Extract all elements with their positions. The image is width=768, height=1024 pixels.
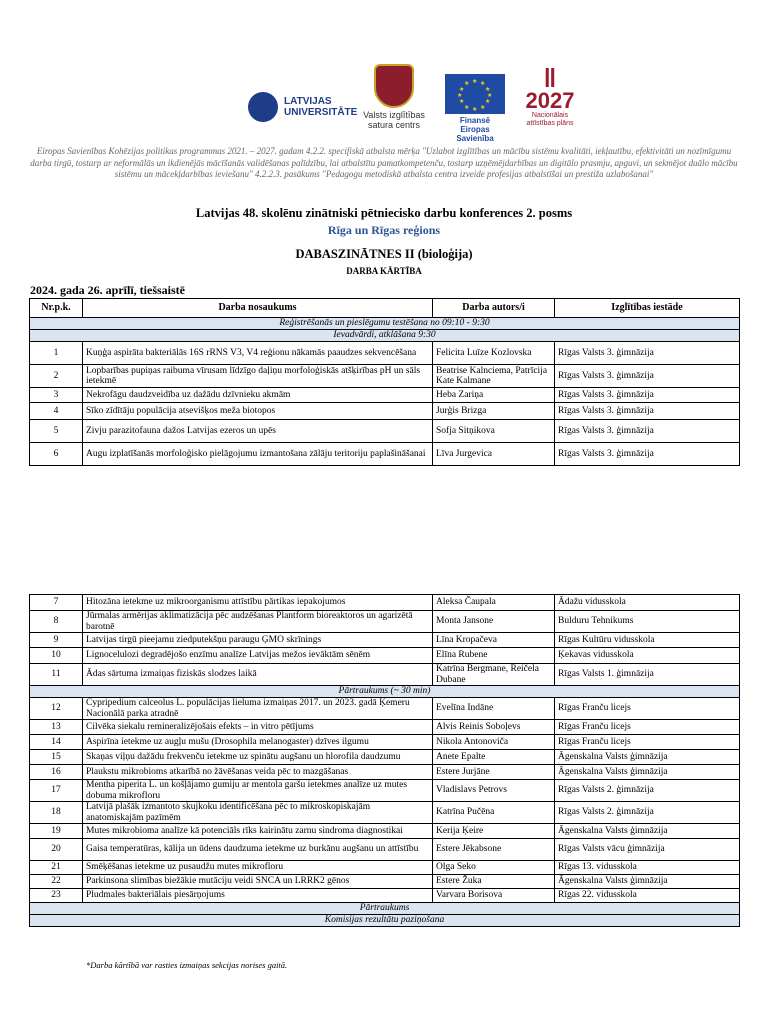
cell-nr: 13 <box>30 720 83 735</box>
cell-title: Nekrofāgu daudzveidība uz dažādu dzīvnieku akmām <box>83 388 433 403</box>
cell-title: Smēķēšanas ietekme uz pusaudžu mutes mikrofloru <box>83 861 433 875</box>
cell-title: Zivju parazitofauna dažos Latvijas ezeros un upēs <box>83 420 433 443</box>
cell-author: Estere Jēkabsone <box>433 839 555 861</box>
cell-title: Ādas sārtuma izmaiņas fiziskās slodzes laikā <box>83 664 433 686</box>
cell-nr: 23 <box>30 889 83 903</box>
cell-author: Katrīna Bergmane, Reičela Dubane <box>433 664 555 686</box>
cell-author: Elīna Rubene <box>433 648 555 664</box>
table-row <box>30 698 740 720</box>
cell-title: Cypripedium calceolus L. populācijas lieluma izmaiņas 2017. un 2023. gadā Ķemeru Nacionālā parka atradnē <box>83 698 433 720</box>
visc-logo: Valsts izglītības satura centrs <box>358 64 430 140</box>
cell-school: Āgenskalna Valsts ģimnāzija <box>555 750 740 765</box>
cell-nr: 17 <box>30 780 83 802</box>
cell-nr: 19 <box>30 824 83 839</box>
cell-title: Hitozāna ietekme uz mikroorganismu attīstību pārtikas iepakojumos <box>83 595 433 611</box>
cell-author: Jurģis Brizga <box>433 403 555 420</box>
cell-title: Plaukstu mikrobioms atkarībā no žāvēšanas veida pēc to mazgāšanas <box>83 765 433 780</box>
cell-title: Sīko zīdītāju populācija atsevišķos meža biotopos <box>83 403 433 420</box>
table-row <box>30 443 740 466</box>
latvijas-universitate-logo: LATVIJAS UNIVERSITĀTE <box>248 90 356 126</box>
cell-title: Skaņas viļņu dažādu frekvenču ietekme uz spinātu augšanu un hlorofila daudzumu <box>83 750 433 765</box>
cell-nr: 20 <box>30 839 83 861</box>
table-row <box>30 750 740 765</box>
cell-school: Rīgas Valsts 3. ģimnāzija <box>555 388 740 403</box>
cell-title: Parkinsona slimības biežākie mutāciju veidi SNCA un LRRK2 gēnos <box>83 875 433 889</box>
cell-title: Lignocelulozi degradējošo enzīmu analīze Latvijas mežos ievāktām sēnēm <box>83 648 433 664</box>
conference-title: Latvijas 48. skolēnu zinātniski pētnieciskо darbu konferences 2. posms <box>195 206 573 220</box>
logo-strip <box>0 60 768 143</box>
cell-school: Āgenskalna Valsts ģimnāzija <box>555 824 740 839</box>
cell-author: Heba Zariņa <box>433 388 555 403</box>
cell-school: Rīgas Valsts 2. ģimnāzija <box>555 780 740 802</box>
agenda-table-page1 <box>29 298 740 466</box>
cell-author: Estere Jurjāne <box>433 765 555 780</box>
funding-statement: Eiropas Savienības Kohēzijas politikas programmas 2021. – 2027. gadam 4.2.2. specifiskā atbalsta mērķa "Uzlabot izglītības un mācību sistēmu kvalitāti, iekļautību, efektivitāti un nozīmīgumu darba tirgū, tostarp ar neformālās un ikdienējās mācīšanās validēšanas palīdzību, lai atbalstītu pamatkompetenču, tostarp uzņēmējdarbības un digitālo prasmju, apguvi, un sekmējot duālo mācību sistēmu un mācekļdarbības ieviešanu" 4.2.2.3. pasākums "Pedagogu metodiskā atbalsta centra izveide profesijas atbalstīšai un prestiža uzlabošanai" <box>30 146 738 179</box>
cell-title: Kuņģa aspirāta bakteriālās 16S rRNS V3, V4 reģionu nākamās paaudzes sekvencēšana <box>83 342 433 365</box>
cell-author: Vladislavs Petrovs <box>433 780 555 802</box>
table-row <box>30 875 740 889</box>
cell-author: Sofja Sitņikova <box>433 420 555 443</box>
cell-school: Ādažu vidusskola <box>555 595 740 611</box>
agenda-title: DARBA KĀRTĪBA <box>346 266 422 276</box>
table-row <box>30 765 740 780</box>
eu-logo: ★ ★ ★ ★ ★ ★ ★ ★ ★ ★ ★ ★ Finansē Eiropas Savienība <box>444 74 506 140</box>
cell-title: Lopbarības pupiņas raibuma vīrusam līdzīgo daļiņu morfoloģiskās atšķirības pH un sāls ietekmē <box>83 365 433 388</box>
cell-author: Felicita Luīze Kozlovska <box>433 342 555 365</box>
cell-nr: 10 <box>30 648 83 664</box>
cell-author: Evelīna Indāne <box>433 698 555 720</box>
cell-school: Rīgas Valsts 1. ģimnāzija <box>555 664 740 686</box>
cell-title: Mentha piperita L. un košļājamo gumiju ar mentola garšu ietekmes analīze uz mutes dobuma mikrofloru <box>83 780 433 802</box>
table-row <box>30 664 740 686</box>
table-row <box>30 595 740 611</box>
cell-title: Mutes mikrobioma analīze kā potenciāls rīks kairinātu zarnu sindroma diagnostikai <box>83 824 433 839</box>
cell-school: Rīgas Valsts 3. ģimnāzija <box>555 342 740 365</box>
cell-author: Alvis Reinis Soboļevs <box>433 720 555 735</box>
cell-author: Varvara Borisova <box>433 889 555 903</box>
cell-nr: 11 <box>30 664 83 686</box>
cell-school: Rīgas 22. vidusskola <box>555 889 740 903</box>
table-row <box>30 403 740 420</box>
section-row-registration: Reģistrēšanās un pieslēgumu testēšana no 09:10 - 9:30 <box>30 318 740 330</box>
cell-author: Līna Kropačeva <box>433 633 555 648</box>
table-row <box>30 611 740 633</box>
col-header-title: Darba nosaukums <box>83 299 433 318</box>
cell-school: Rīgas Franču licejs <box>555 720 740 735</box>
cell-title: Gaisa temperatūras, kālija un ūdens daudzuma ietekme uz burkānu augšanu un attīstību <box>83 839 433 861</box>
cell-author: Katrīna Pučēna <box>433 802 555 824</box>
cell-nr: 2 <box>30 365 83 388</box>
cell-nr: 22 <box>30 875 83 889</box>
cell-school: Rīgas 13. vidusskola <box>555 861 740 875</box>
table-row <box>30 388 740 403</box>
agenda-table-page2 <box>29 594 740 927</box>
cell-author: Olga Seko <box>433 861 555 875</box>
cell-nr: 18 <box>30 802 83 824</box>
cell-author: Estere Žuka <box>433 875 555 889</box>
cell-title: Latvijā plašāk izmantoto skujkoku identificēšana pēc to mikroskopiskajām anatomiskajām pazīmēm <box>83 802 433 824</box>
cell-school: Rīgas Kultūru vidusskola <box>555 633 740 648</box>
nap-bars-icon: ‖ <box>543 63 557 93</box>
col-header-author: Darba autors/i <box>433 299 555 318</box>
cell-author: Anete Epalte <box>433 750 555 765</box>
cell-title: Augu izplatīšanās morfoloģisko pielāgojumu izmantošana zālāju teritoriju paplašināšanai <box>83 443 433 466</box>
table-row <box>30 365 740 388</box>
cell-school: Ķekavas vidusskola <box>555 648 740 664</box>
cell-school: Rīgas Franču licejs <box>555 698 740 720</box>
cell-nr: 16 <box>30 765 83 780</box>
table-row <box>30 889 740 903</box>
table-header-row <box>30 299 740 318</box>
table-row <box>30 648 740 664</box>
cell-school: Rīgas Valsts 3. ģimnāzija <box>555 403 740 420</box>
cell-nr: 3 <box>30 388 83 403</box>
latvia-coat-of-arms-icon <box>374 64 414 108</box>
cell-author: Līva Jurgevica <box>433 443 555 466</box>
col-header-school: Izglītības iestāde <box>555 299 740 318</box>
section-row-break2: Pārtraukums <box>30 903 740 915</box>
cell-nr: 14 <box>30 735 83 750</box>
cell-title: Cilvēka siekalu remineralizējošais efekts – in vitro pētījums <box>83 720 433 735</box>
cell-school: Rīgas Valsts 3. ģimnāzija <box>555 365 740 388</box>
cell-school: Āgenskalna Valsts ģimnāzija <box>555 875 740 889</box>
table-row <box>30 824 740 839</box>
section-row-results: Komisijas rezultātu paziņošana <box>30 915 740 927</box>
cell-school: Rīgas Valsts 3. ģimnāzija <box>555 443 740 466</box>
table-row <box>30 420 740 443</box>
table-row <box>30 735 740 750</box>
cell-title: Pludmales bakteriālais piesārņojums <box>83 889 433 903</box>
table-row <box>30 780 740 802</box>
nap-2027-logo: ‖ 2027 Nacionālais attīstības plāns <box>520 66 580 140</box>
cell-nr: 8 <box>30 611 83 633</box>
table-row <box>30 342 740 365</box>
cell-nr: 9 <box>30 633 83 648</box>
cell-nr: 1 <box>30 342 83 365</box>
footnote: *Darba kārtībā var rasties izmaiņas sekcijas norises gaitā. <box>86 960 288 970</box>
cell-school: Rīgas Franču licejs <box>555 735 740 750</box>
section-row-break1: Pārtraukums (~ 30 min) <box>30 686 740 698</box>
cell-nr: 21 <box>30 861 83 875</box>
cell-nr: 15 <box>30 750 83 765</box>
cell-school: Rīgas Valsts 2. ģimnāzija <box>555 802 740 824</box>
table-row <box>30 720 740 735</box>
table-row <box>30 861 740 875</box>
lu-emblem-icon <box>248 92 278 122</box>
col-header-nr: Nr.p.k. <box>30 299 83 318</box>
table-row <box>30 633 740 648</box>
cell-author: Aleksa Čaupala <box>433 595 555 611</box>
date-line: 2024. gada 26. aprīlī, tiešsaistē <box>30 283 185 297</box>
cell-nr: 6 <box>30 443 83 466</box>
cell-title: Jūrmalas armērijas aklimatizācija pēc audzēšanas Plantform bioreaktoros un agarizētā barotnē <box>83 611 433 633</box>
cell-nr: 5 <box>30 420 83 443</box>
cell-school: Rīgas Valsts 3. ģimnāzija <box>555 420 740 443</box>
cell-author: Beatrise Kalnciema, Patrīcija Kate Kalmane <box>433 365 555 388</box>
table-row <box>30 802 740 824</box>
cell-school: Bulduru Tehnikums <box>555 611 740 633</box>
cell-author: Monta Jansone <box>433 611 555 633</box>
table-row <box>30 839 740 861</box>
region-title: Rīga un Rīgas reģions <box>327 223 441 237</box>
cell-title: Latvijas tirgū pieejamu ziedputekšņu paraugu ĢMO skrīnings <box>83 633 433 648</box>
cell-author: Kerija Ķeire <box>433 824 555 839</box>
cell-title: Aspirīna ietekme uz augļu mušu (Drosophila melanogaster) dzīves ilgumu <box>83 735 433 750</box>
cell-author: Nikola Antonoviča <box>433 735 555 750</box>
cell-nr: 7 <box>30 595 83 611</box>
cell-nr: 4 <box>30 403 83 420</box>
cell-school: Rīgas Valsts vācu ģimnāzija <box>555 839 740 861</box>
section-title: DABASZINĀTNES II (bioloģija) <box>295 247 473 261</box>
section-row-intro: Ievadvārdi, atklāšana 9:30 <box>30 330 740 342</box>
eu-flag-icon: ★ ★ ★ ★ ★ ★ ★ ★ ★ ★ ★ ★ <box>445 74 505 114</box>
cell-school: Āgenskalna Valsts ģimnāzija <box>555 765 740 780</box>
cell-nr: 12 <box>30 698 83 720</box>
